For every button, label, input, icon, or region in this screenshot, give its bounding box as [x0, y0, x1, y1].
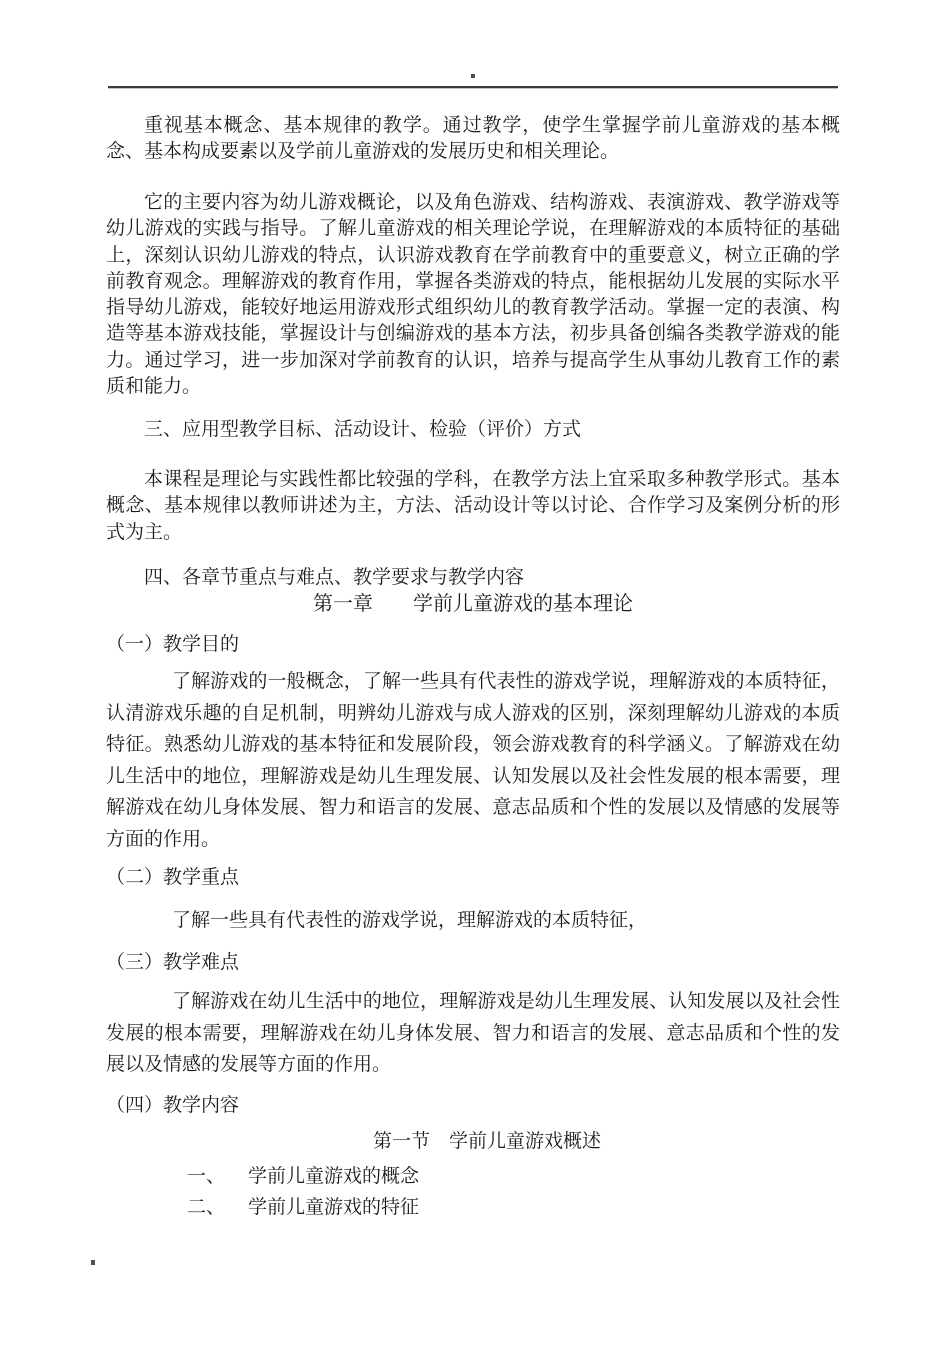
- outline-item-1-number: 一、: [187, 1166, 226, 1187]
- section4-heading: 四、各章节重点与难点、教学要求与教学内容: [144, 567, 525, 588]
- teaching-difficulty-heading: （三）教学难点: [106, 952, 240, 973]
- section1-title: 第一节 学前儿童游戏概述: [372, 1131, 601, 1152]
- teaching-content-heading: （四）教学内容: [106, 1095, 240, 1116]
- outline-item-2-text: 学前儿童游戏的特征: [248, 1197, 420, 1218]
- teaching-difficulty-paragraph: 了解游戏在幼儿生活中的地位，理解游戏是幼儿生理发展、认知发展以及社会性发展的根本需要，理解游戏在幼儿身体发展、智力和语言的发展、意志品质和个性的发展以及情感的发展等方面的作用。: [106, 991, 840, 1076]
- header-stray-dot: [471, 74, 475, 78]
- header-rule: [108, 86, 838, 89]
- outline-item-1-text: 学前儿童游戏的概念: [248, 1166, 420, 1187]
- outline-item-2-number: 二、: [187, 1197, 226, 1218]
- section3-heading: 三、应用型教学目标、活动设计、检验（评价）方式: [144, 419, 582, 440]
- chapter1-title: 第一章 学前儿童游戏的基本理论: [313, 593, 633, 615]
- teaching-focus-paragraph: 了解一些具有代表性的游戏学说，理解游戏的本质特征，: [172, 910, 648, 931]
- teaching-goal-paragraph: 了解游戏的一般概念，了解一些具有代表性的游戏学说，理解游戏的本质特征，认清游戏乐趣的自足机制，明辨幼儿游戏与成人游戏的区别，深刻理解幼儿游戏的本质特征。熟悉幼儿游戏的基本特征和发展阶段，领会游戏教育的科学涵义。了解游戏在幼儿生活中的地位，理解游戏是幼儿生理发展、认知发展以及社会性发展的根本需要，理解游戏在幼儿身体发展、智力和语言的发展、意志品质和个性的发展以及情感的发展等方面的作用。: [106, 671, 840, 850]
- outline-item-1: [106, 1161, 840, 1192]
- content-paragraph: 它的主要内容为幼儿游戏概论，以及角色游戏、结构游戏、表演游戏、教学游戏等幼儿游戏的实践与指导。了解儿童游戏的相关理论学说，在理解游戏的本质特征的基础上，深刻认识幼儿游戏的特点，认识游戏教育在学前教育中的重要意义，树立正确的学前教育观念。理解游戏的教育作用，掌握各类游戏的特点，能根据幼儿发展的实际水平指导幼儿游戏，能较好地运用游戏形式组织幼儿的教育教学活动。掌握一定的表演、构造等基本游戏技能，掌握设计与创编游戏的基本方法，初步具备创编各类教学游戏的能力。通过学习，进一步加深对学前教育的认识，培养与提高学生从事幼儿教育工作的素质和能力。: [106, 192, 840, 398]
- teaching-goal-heading: （一）教学目的: [106, 634, 240, 655]
- teaching-focus-heading: （二）教学重点: [106, 867, 240, 888]
- section3-paragraph: 本课程是理论与实践性都比较强的学科，在教学方法上宜采取多种教学形式。基本概念、基本规律以教师讲述为主，方法、活动设计等以讨论、合作学习及案例分析的形式为主。: [106, 469, 840, 543]
- footer-stray-dot: [91, 1260, 95, 1265]
- outline-item-2: [106, 1192, 840, 1223]
- intro-paragraph: 重视基本概念、基本规律的教学。通过教学，使学生掌握学前儿童游戏的基本概念、基本构成要素以及学前儿童游戏的发展历史和相关理论。: [106, 115, 840, 163]
